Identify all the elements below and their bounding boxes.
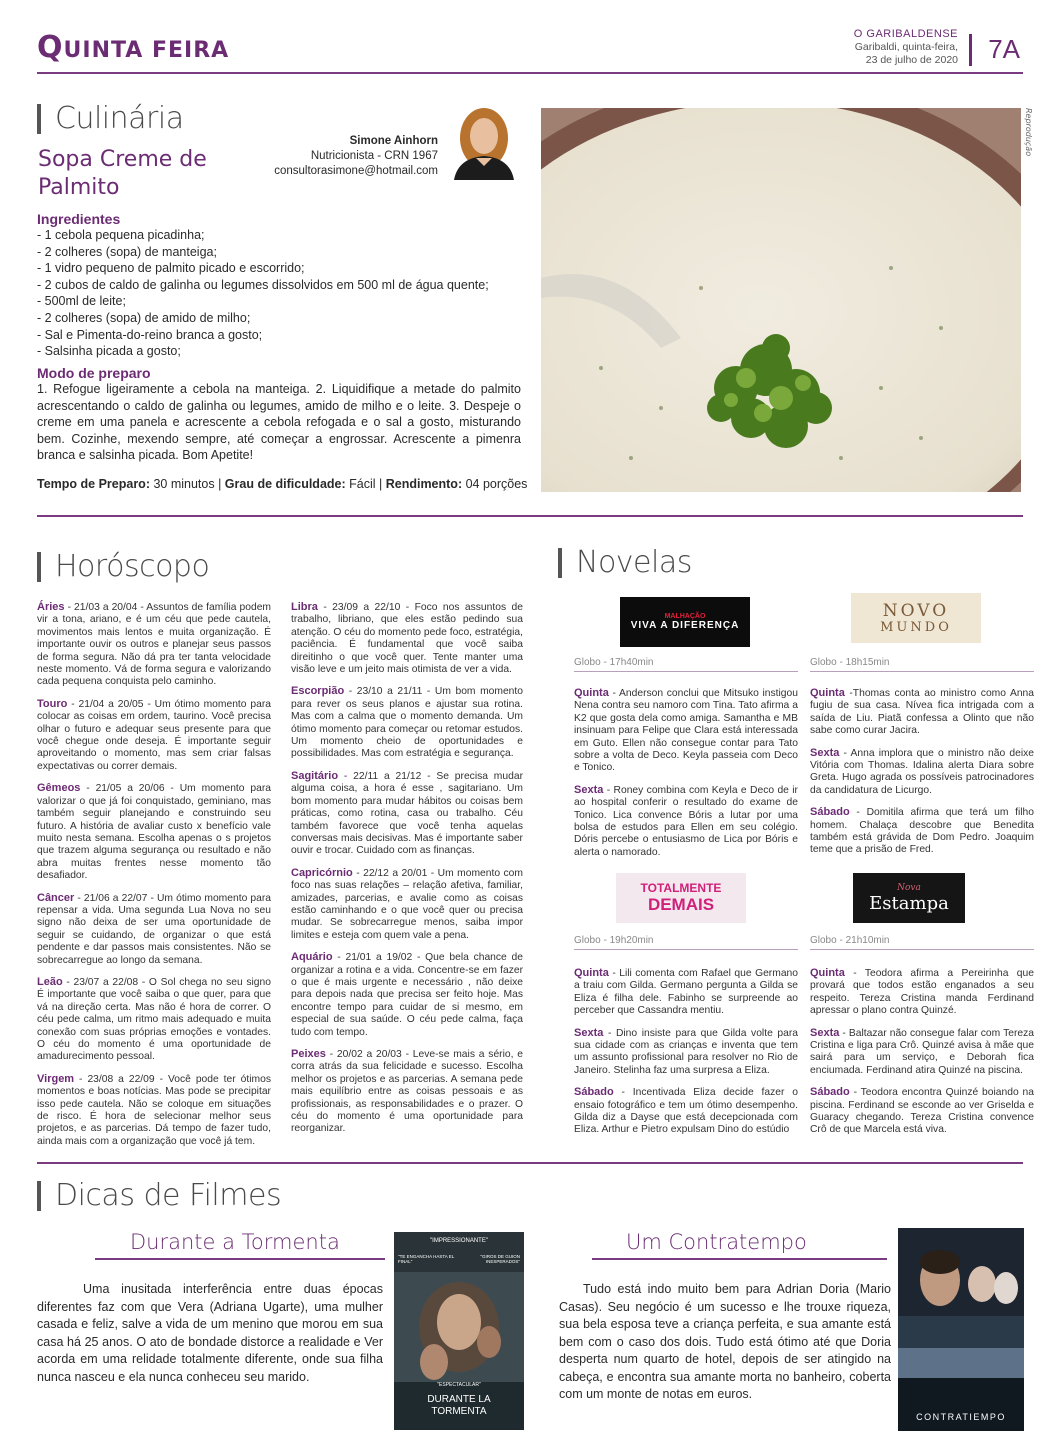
- yield-label: Rendimento:: [385, 477, 463, 491]
- novela-day-text: - Domitila afirma que terá um filho homem. Chalaça descobre que Benedita também está grávida de Dom Pedro. Joaquim teme que a prisão de Fred.: [810, 807, 1034, 856]
- author-email: consultorasimone@hotmail.com: [274, 165, 438, 177]
- novela-day-text: - Anderson conclui que Mitsuko instigou Nena contra seu namoro com Tina. Tato afirma a K2 que gosta dela como amiga. Samantha e MB insinuam para Felipe que Clara está interessada em Guto. Ellen não consegue contar para Tato sobre a volta de Deco. Keyla passeia com Deco e Tonico.: [574, 688, 798, 774]
- sign-text: - 21/03 a 20/04 - Assuntos de família podem vir a tona, ariano, e é um céu que pede cautela, movimentos mais lentos e muita organização. É importante ouvir os outros e planejar seus passos de forma segura. Não dá pra ter tanta velocidade neste momento. Vá de forma segura e valorizando cada pequena conquista pelo caminho.: [37, 602, 271, 688]
- film-synopsis: Tudo está indo muito bem para Adrian Doria (Mario Casas). Seu negócio é um sucesso e lhe trouxe riqueza, sua bela esposa teve a criança perfeita, e sua amante está bem com o caso dos dois. Tudo está ótimo até que Doria desperta num quarto de hotel, depois de ser atingido na cabeça, e encontra sua amante morta no banheiro, coberta com um monte de notas em euros.: [559, 1282, 891, 1401]
- poster-quote: "GIROS DE GUION INESPERADOS": [480, 1254, 520, 1264]
- recipe-info: [37, 476, 527, 493]
- author-role: Nutricionista - CRN 1967: [310, 150, 438, 162]
- novela-day: Sexta: [810, 1026, 840, 1039]
- novela-day-text: - Lili comenta com Rafael que Germano a traiu com Gilda. Germano pergunta a Gilda se Eliza é filha dele. Fabinho se surpreende ao perceber que Cassandra mentiu.: [574, 968, 798, 1017]
- novela-logo-top: MALHAÇÃO: [664, 613, 706, 620]
- novela-day-text: - Anna implora que o ministro não deixe Vitória com Thomas. Idalina alerta Diara sobre Greta. Hugo agrada os possíveis patrocinadores da candidatura de Licurgo.: [810, 747, 1034, 796]
- novela-day: Quinta: [574, 967, 609, 979]
- header-rule: [37, 72, 1023, 74]
- film-title-rule: [95, 1258, 385, 1260]
- novela-time: Globo - 19h20min: [574, 935, 798, 950]
- film-title: Durante a Tormenta: [130, 1230, 340, 1254]
- sign-name: Áries: [37, 601, 65, 613]
- sign-name: Touro: [37, 697, 68, 710]
- novela-day: Sábado: [574, 1086, 614, 1099]
- prep-time-label: Tempo de Preparo:: [37, 477, 150, 491]
- author-photo: [444, 100, 522, 180]
- ingredients-list: [37, 227, 489, 360]
- novela-logo-top: NOVO: [882, 600, 950, 621]
- horoscope-entry: [37, 1073, 271, 1148]
- ingredient-item: - 500ml de leite;: [37, 294, 126, 309]
- film-title: Um Contratempo: [626, 1230, 807, 1254]
- horoscope-entry: [291, 951, 523, 1039]
- novela-day-text: - Dino insiste para que Gilda volte para sua cidade com as crianças e inventa que tem um assunto profissional para resolver no Rio de Janeiro. Stelinha faz uma surpresa a Eliza.: [574, 1027, 798, 1076]
- sign-name: Peixes: [291, 1048, 326, 1060]
- novela-logo-top: Nova: [897, 882, 921, 893]
- horoscope-entry: [291, 867, 523, 942]
- sign-name: Capricórnio: [291, 866, 353, 879]
- page-number: 7A: [988, 34, 1020, 64]
- photo-credit: Reprodução: [1024, 108, 1033, 157]
- sign-text: - 23/08 a 22/09 - Você pode ter ótimos momentos e boas notícias. Mas pode se precipitar isso pede cautela. Não se coloque em situações de risco. É hora de selecionar melhor seus projetos, e as parcerias. Dá tempo de fazer tudo, ainda mais com a organização que você já tem.: [37, 1073, 271, 1147]
- novela-day-text: - Teodora encontra Quinzé boiando na piscina. Ferdinand se esconde ao ver Griselda e Guaracy chegando. Tereza Cristina convence Crô de que Marcela está viva.: [810, 1087, 1034, 1136]
- horoscope-entry: [37, 601, 271, 689]
- sign-text: - 20/02 a 20/03 - Leve-se mais a sério, e corra atrás da sua felicidade e sucesso. Escolha melhor os projetos e as parcerias. A semana pede mais equilíbrio entre as coisas pessoais e as profissionais, as responsabilidades e o prazer. O céu do momento é uma oportunidade para reorganizar.: [291, 1049, 523, 1135]
- novela-logo-main: Estampa: [869, 892, 949, 914]
- difficulty-label: Grau de dificuldade:: [224, 477, 346, 491]
- sign-name: Aquário: [291, 951, 333, 964]
- sign-text: - 22/12 a 20/01 - Um momento com foco nas suas relações – relação afetiva, familiar, amizades, parcerias, e avalie como as coisas estão caminhando e o que você quer ou precisa mudar. Se sobrecarregue menos, saiba impor limites e esteja com quem vale a pena.: [291, 867, 523, 941]
- horoscope-column-1: [37, 601, 271, 1157]
- novela-day: Sábado: [810, 806, 850, 819]
- publication-name: O GARIBALDENSE: [853, 28, 958, 40]
- sign-text: - 22/11 a 21/12 - Se precisa mudar alguma coisa, a hora é esse , sagitariano. Um bom momento para mudar hábitos ou coisas bem práticas, como rotina, casa ou trabalho. Céu também favorece que você tenha aquelas conversas mais decisivas. Mas é importante saber ouvir e trocar. Cuidado com as finanças.: [291, 770, 523, 857]
- horoscope-column-2: [291, 601, 523, 1145]
- novela-synopsis: [810, 967, 1034, 1146]
- film-synopsis: Uma inusitada interferência entre duas épocas diferentes faz com que Vera (Adriana Ugarte), uma mulher casada e feliz, salve a vida de um menino que morou em sua casa há 25 anos. O ato de bondade distorce a realidade e Ver acorda em uma relidade totalmente diferente, onde sua filha nunca nasceu e ela nunca conheceu seu marido.: [37, 1282, 383, 1384]
- recipe-title: Sopa Creme de Palmito: [38, 147, 207, 200]
- novela-logo-malhacao: [620, 597, 750, 647]
- sign-name: Câncer: [37, 891, 75, 904]
- film-title-rule: [592, 1258, 887, 1260]
- novela-logo-top: TOTALMENTE: [640, 880, 722, 895]
- novela-synopsis: [574, 687, 798, 868]
- novela-logo-nova-estampa: [853, 873, 965, 923]
- sign-name: Gêmeos: [37, 782, 81, 795]
- ingredient-item: - 2 cubos de caldo de galinha ou legumes dissolvidos em 500 ml de água quente;: [37, 277, 489, 292]
- ingredients-heading: Ingredientes: [37, 211, 121, 227]
- horoscopo-section-title: Horóscopo: [37, 552, 209, 582]
- author-name: Simone Ainhorn: [349, 135, 438, 147]
- sign-text: - 21/01 a 19/02 - Que bela chance de organizar a rotina e a vida. Concentre-se em fazer o que é mais urgente e necessário , não deixe para depois nada que precisa ser feito hoje. Mas encontre tempo para cuidar de si mesmo, em especial de sua saúde. O céu pede calma, faça tudo com tempo.: [291, 952, 523, 1038]
- sign-text: - 21/06 a 22/07 - Um ótimo momento para repensar a vida. Uma segunda Lua Nova no seu signo não deixa de ser uma oportunidade de seguir se cuidando, de organizar o que está pendente e dar passos mais consistentes. Não se sobrecarregue ao longo da semana.: [37, 892, 271, 966]
- ingredient-item: - Sal e Pimenta-do-reino branca a gosto;: [37, 327, 263, 342]
- section-rule: [37, 1162, 1023, 1164]
- sign-name: Leão: [37, 975, 63, 988]
- novelas-section-title: Novelas: [558, 548, 692, 578]
- novela-day-text: -Thomas conta ao ministro como Anna fugiu de sua casa. Nívea fica intrigada com a saída de Liu. Piatã confessa a Olinto que não sabe como curar Jacira.: [810, 688, 1034, 737]
- novela-day-text: - Teodora afirma a Pereirinha que provará que todos estão enganados a seu respeito. Tereza Cristina manda Ferdinand apressar o plano contra Quinzé.: [810, 968, 1034, 1017]
- horoscope-entry: [37, 892, 271, 967]
- dateline-date: 23 de julho de 2020: [865, 54, 958, 66]
- poster-contratiempo: [898, 1228, 1024, 1431]
- poster-title: DURANTE LA TORMENTA: [427, 1394, 491, 1417]
- novela-day: Sexta: [810, 746, 840, 759]
- prep-time-value: 30 minutos |: [149, 477, 225, 491]
- novela-synopsis: [574, 967, 798, 1146]
- novela-logo-main: MUNDO: [880, 619, 952, 635]
- culinaria-section-title: Culinária: [37, 104, 184, 134]
- horoscope-entry: [291, 685, 523, 760]
- sign-name: Sagitário: [291, 769, 339, 782]
- novela-day: Sexta: [574, 783, 604, 796]
- sign-text: - 23/07 a 22/08 - O Sol chega no seu signo É importante que você saiba o que quer, para que vá na direção certa. Mas não é hora de correr. O céu pede calma, um ritmo mais adequado e muita conexão com suas próprias emoções e vontades. O céu do momento é uma oportunidade de amadurecimento pessoal.: [37, 976, 271, 1063]
- ingredient-item: - 1 vidro pequeno de palmito picado e escorrido;: [37, 261, 305, 276]
- novela-day: Sábado: [810, 1086, 850, 1099]
- horoscope-entry: [291, 601, 523, 676]
- poster-tagline: "IMPRESSIONANTE": [430, 1238, 488, 1244]
- section-day-label: QUINTA FEIRA: [37, 30, 230, 65]
- prep-text: 1. Refogue ligeiramente a cebola na manteiga. 2. Liquidifique a metade do palmito acrescentando o caldo de galinha ou legumes, amido de milho e o leite. 3. Despeje o creme em uma panela e acrescente a cebola refogada e o sal a gosto, misturando bem. Cozinhe, mexendo sempre, até começar a engrossar. Acrescente a pimenra branca e salsinha picada. Bom Apetite!: [37, 382, 521, 463]
- author-info: [258, 134, 438, 179]
- horoscope-entry: [37, 698, 271, 773]
- novela-logo-main: DEMAIS: [647, 894, 715, 914]
- novela-day: Quinta: [810, 967, 845, 979]
- prep-heading: Modo de preparo: [37, 365, 151, 381]
- dateline: Garibaldi, quinta-feira,: [854, 41, 958, 53]
- ingredient-item: - 2 colheres (sopa) de amido de milho;: [37, 310, 251, 325]
- filmes-section-title: Dicas de Filmes: [37, 1181, 281, 1211]
- novela-logo-novo-mundo: [851, 593, 981, 643]
- horoscope-entry: [37, 782, 271, 882]
- difficulty-value: Fácil |: [345, 477, 386, 491]
- sign-text: - 23/09 a 22/10 - Foco nos assuntos de trabalho, libriano, que eles estão pedindo sua atenção. O céu do momento pede foco, estratégia, paciência. É fundamental que você saiba direitinho o que você quer. Tente manter uma visão leve e um jeito mais otimista de ver a vida.: [291, 602, 523, 676]
- sign-name: Escorpião: [291, 685, 345, 698]
- soup-photo: [541, 108, 1021, 492]
- novela-day: Quinta: [574, 687, 609, 699]
- horoscope-entry: [291, 770, 523, 858]
- novela-day: Quinta: [810, 687, 845, 699]
- novela-time: Globo - 21h10min: [810, 935, 1034, 950]
- sign-name: Libra: [291, 601, 318, 613]
- poster-durante-a-tormenta: [394, 1232, 524, 1430]
- publication-info: [854, 28, 958, 67]
- novela-day: Sexta: [574, 1026, 604, 1039]
- poster-quote: "TE ENGANCHA HASTA EL FINAL": [398, 1254, 455, 1264]
- poster-quote: "ESPECTACULAR": [437, 1382, 481, 1388]
- novela-synopsis: [810, 687, 1034, 866]
- sign-text: - 23/10 a 21/11 - Um bom momento para rever os seus planos e ajustar sua rotina. Mas com a calma que o momento demanda. Um ótimo momento para começar ou retomar estudos. Um momento cheio de oportunidades e possibilidades. Mas com estratégia e segurança.: [291, 686, 523, 760]
- sign-text: - 21/05 a 20/06 - Um momento para valorizar o que já foi conquistado, geminiano, mas também seguir planejando e construindo seu futuro. A história de avaliar custo x benefício vale muito nesta semana. Escolha apenas o s projetos que trazem alguma segurança ou resultado e não abra muitas frentes nesse momento tão desafiador.: [37, 783, 271, 882]
- ingredient-item: - 2 colheres (sopa) de manteiga;: [37, 244, 217, 259]
- novela-day-text: - Baltazar não consegue falar com Tereza Cristina e liga para Crô. Quinzé avisa à mãe que sairá para um serviço, e Deborah fica enciumada. Ferdinand atira Quinzé na piscina.: [810, 1027, 1034, 1076]
- novela-time: Globo - 17h40min: [574, 657, 798, 672]
- ingredient-item: - 1 cebola pequena picadinha;: [37, 228, 205, 242]
- novela-day-text: - Roney combina com Keyla e Deco de ir ao hospital conferir o resultado do exame de Tonico. Lica convence Bóris a lutar por uma bolsa de estudos para Ellen em seu colégio. Dóris percebe o entusiasmo de Lica por Bóris e alerta o namorado.: [574, 784, 798, 858]
- novela-time: Globo - 18h15min: [810, 657, 1034, 672]
- sign-name: Virgem: [37, 1072, 75, 1085]
- horoscope-entry: [291, 1048, 523, 1136]
- ingredient-item: - Salsinha picada a gosto;: [37, 344, 181, 359]
- novela-day-text: - Incentivada Eliza decide fazer o ensaio fotográfico e tem um ótimo desempenho. Gilda diz a Dayse que está decepcionada com Eliza. Arthur e Pietro expulsam Dino do estúdio: [574, 1087, 798, 1136]
- novela-logo-main: VIVA A DIFERENÇA: [630, 620, 740, 631]
- horoscope-entry: [37, 976, 271, 1064]
- novela-logo-totalmente-demais: [616, 873, 746, 923]
- sign-text: - 21/04 a 20/05 - Um ótimo momento para colocar as coisas em ordem, taurino. Você precisa olhar o futuro e adequar seus presente para que você chegue onde deseja. É importante seguir aproveitando o momento, mas sem criar falsas expectativas ou correr demais.: [37, 698, 271, 772]
- poster-title: CONTRATIEMPO: [916, 1412, 1006, 1422]
- section-rule: [37, 515, 1023, 517]
- yield-value: 04 porções: [462, 477, 528, 491]
- header-separator: [969, 34, 972, 66]
